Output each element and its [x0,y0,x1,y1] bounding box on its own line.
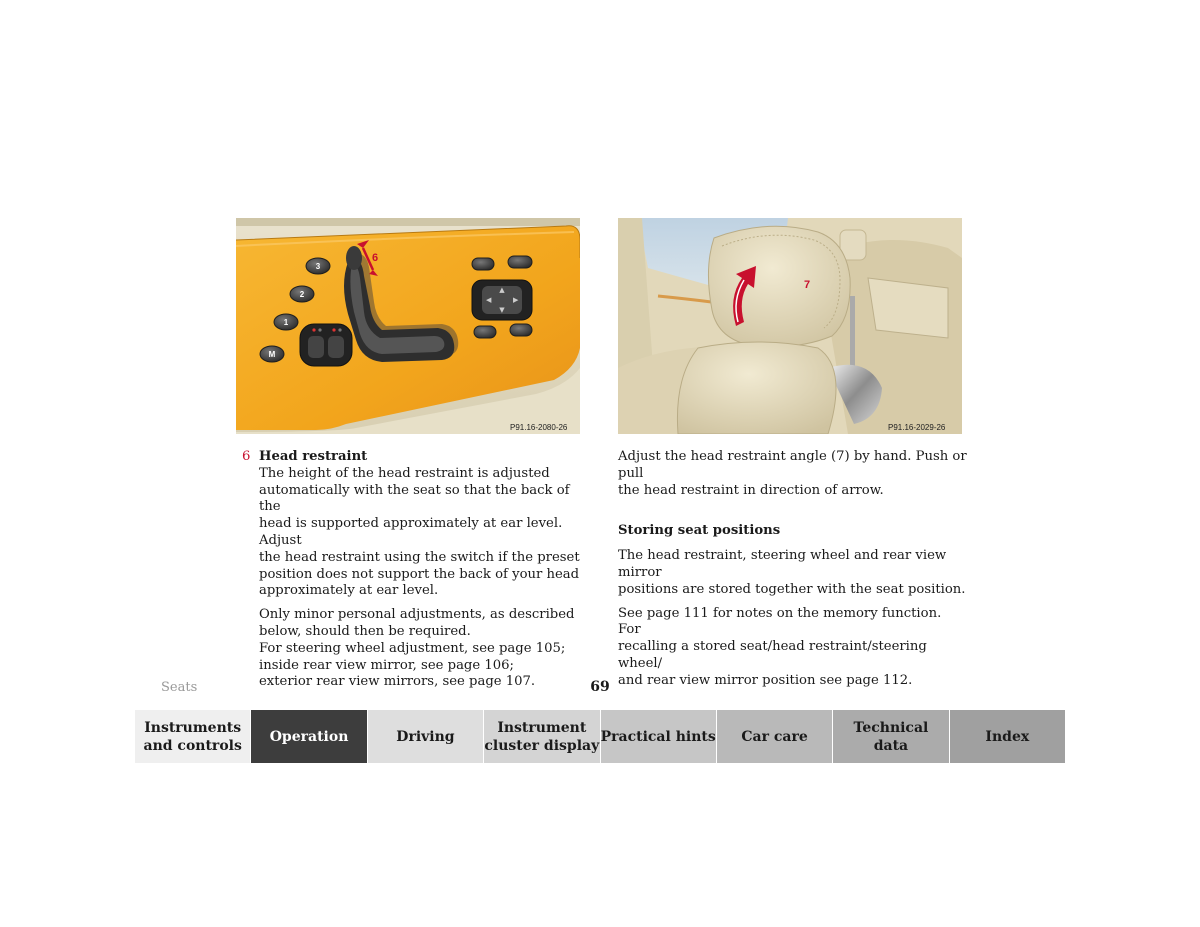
para-line: and rear view mirror position see page 112. [618,672,913,688]
item-line: automatically with the seat so that the back of the [259,482,570,515]
paragraph-memory [618,606,968,690]
paragraph-adjustments [259,607,592,691]
para-line: inside rear view mirror, see page 106; [259,657,514,673]
chapter-tabs [135,710,1065,763]
section-label: Seats [161,680,198,695]
tab-instrument-cluster-display[interactable] [484,710,600,763]
para-line: The head restraint, steering wheel and rear view mirror [618,548,947,580]
item-line: head is supported approximately at ear level. Adjust [259,516,563,548]
para-line: Only minor personal adjustments, as described [259,607,575,623]
tab-label: Operation [269,728,349,745]
tab-operation[interactable] [251,710,367,763]
tab-car-care[interactable] [717,710,833,763]
section-heading: Storing seat positions [618,523,781,539]
figure-code-left: P91.16-2080-26 [510,423,568,432]
left-text-column [242,449,592,691]
item-line: The height of the head restraint is adjusted [259,465,550,481]
tab-label: Car care [741,728,808,745]
tab-label-line: cluster display [484,737,600,754]
item-number: 6 [242,449,251,464]
tab-label: Index [985,728,1030,745]
tab-instruments-and-controls[interactable] [135,710,251,763]
svg-text:◀: ◀ [486,296,492,304]
item-line: position does not support the back of your head [259,566,580,582]
tab-label-line: Instrument [497,719,587,736]
page-number: 69 [590,679,610,695]
para-line: recalling a stored seat/head restraint/steering wheel/ [618,639,927,671]
memory-button-m: M [268,350,276,359]
svg-text:▶: ▶ [513,296,519,304]
seat-switch-illustration [236,218,580,434]
item-line: the head restraint using the switch if the preset [259,549,580,565]
head-restraint-illustration [618,218,962,434]
tab-label: Practical hints [600,728,716,745]
tab-label-line: and controls [143,737,242,754]
item-line: approximately at ear level. [259,583,439,599]
right-text-column [618,449,968,690]
para-line: Adjust the head restraint angle (7) by hand. Push or pull [618,449,967,481]
figure-code-right: P91.16-2029-26 [888,423,946,432]
tab-label: Driving [396,728,455,745]
callout-7: 7 [804,279,811,291]
tab-technical-data[interactable] [833,710,949,763]
tab-practical-hints[interactable] [601,710,717,763]
svg-text:▲: ▲ [499,286,505,294]
callout-6: 6 [372,252,379,264]
item-head-restraint [242,449,592,691]
paragraph-angle [618,449,968,499]
para-line: For steering wheel adjustment, see page 105; [259,640,566,656]
para-line: See page 111 for notes on the memory function. For [618,605,942,638]
memory-button-2: 2 [299,290,305,299]
memory-button-3: 3 [315,262,321,271]
memory-button-1: 1 [283,318,289,327]
tab-label-line: data [873,737,909,754]
item-title: Head restraint [259,449,368,464]
tab-driving[interactable] [368,710,484,763]
para-line: below, should then be required. [259,623,471,639]
tab-label-line: Technical [853,719,929,736]
svg-text:▼: ▼ [499,306,505,314]
paragraph-stored [618,548,968,598]
tab-label-line: Instruments [144,719,242,736]
para-line: the head restraint in direction of arrow. [618,482,884,498]
para-line: positions are stored together with the seat position. [618,581,966,597]
para-line: exterior rear view mirrors, see page 107. [259,674,536,690]
tab-index[interactable] [950,710,1065,763]
